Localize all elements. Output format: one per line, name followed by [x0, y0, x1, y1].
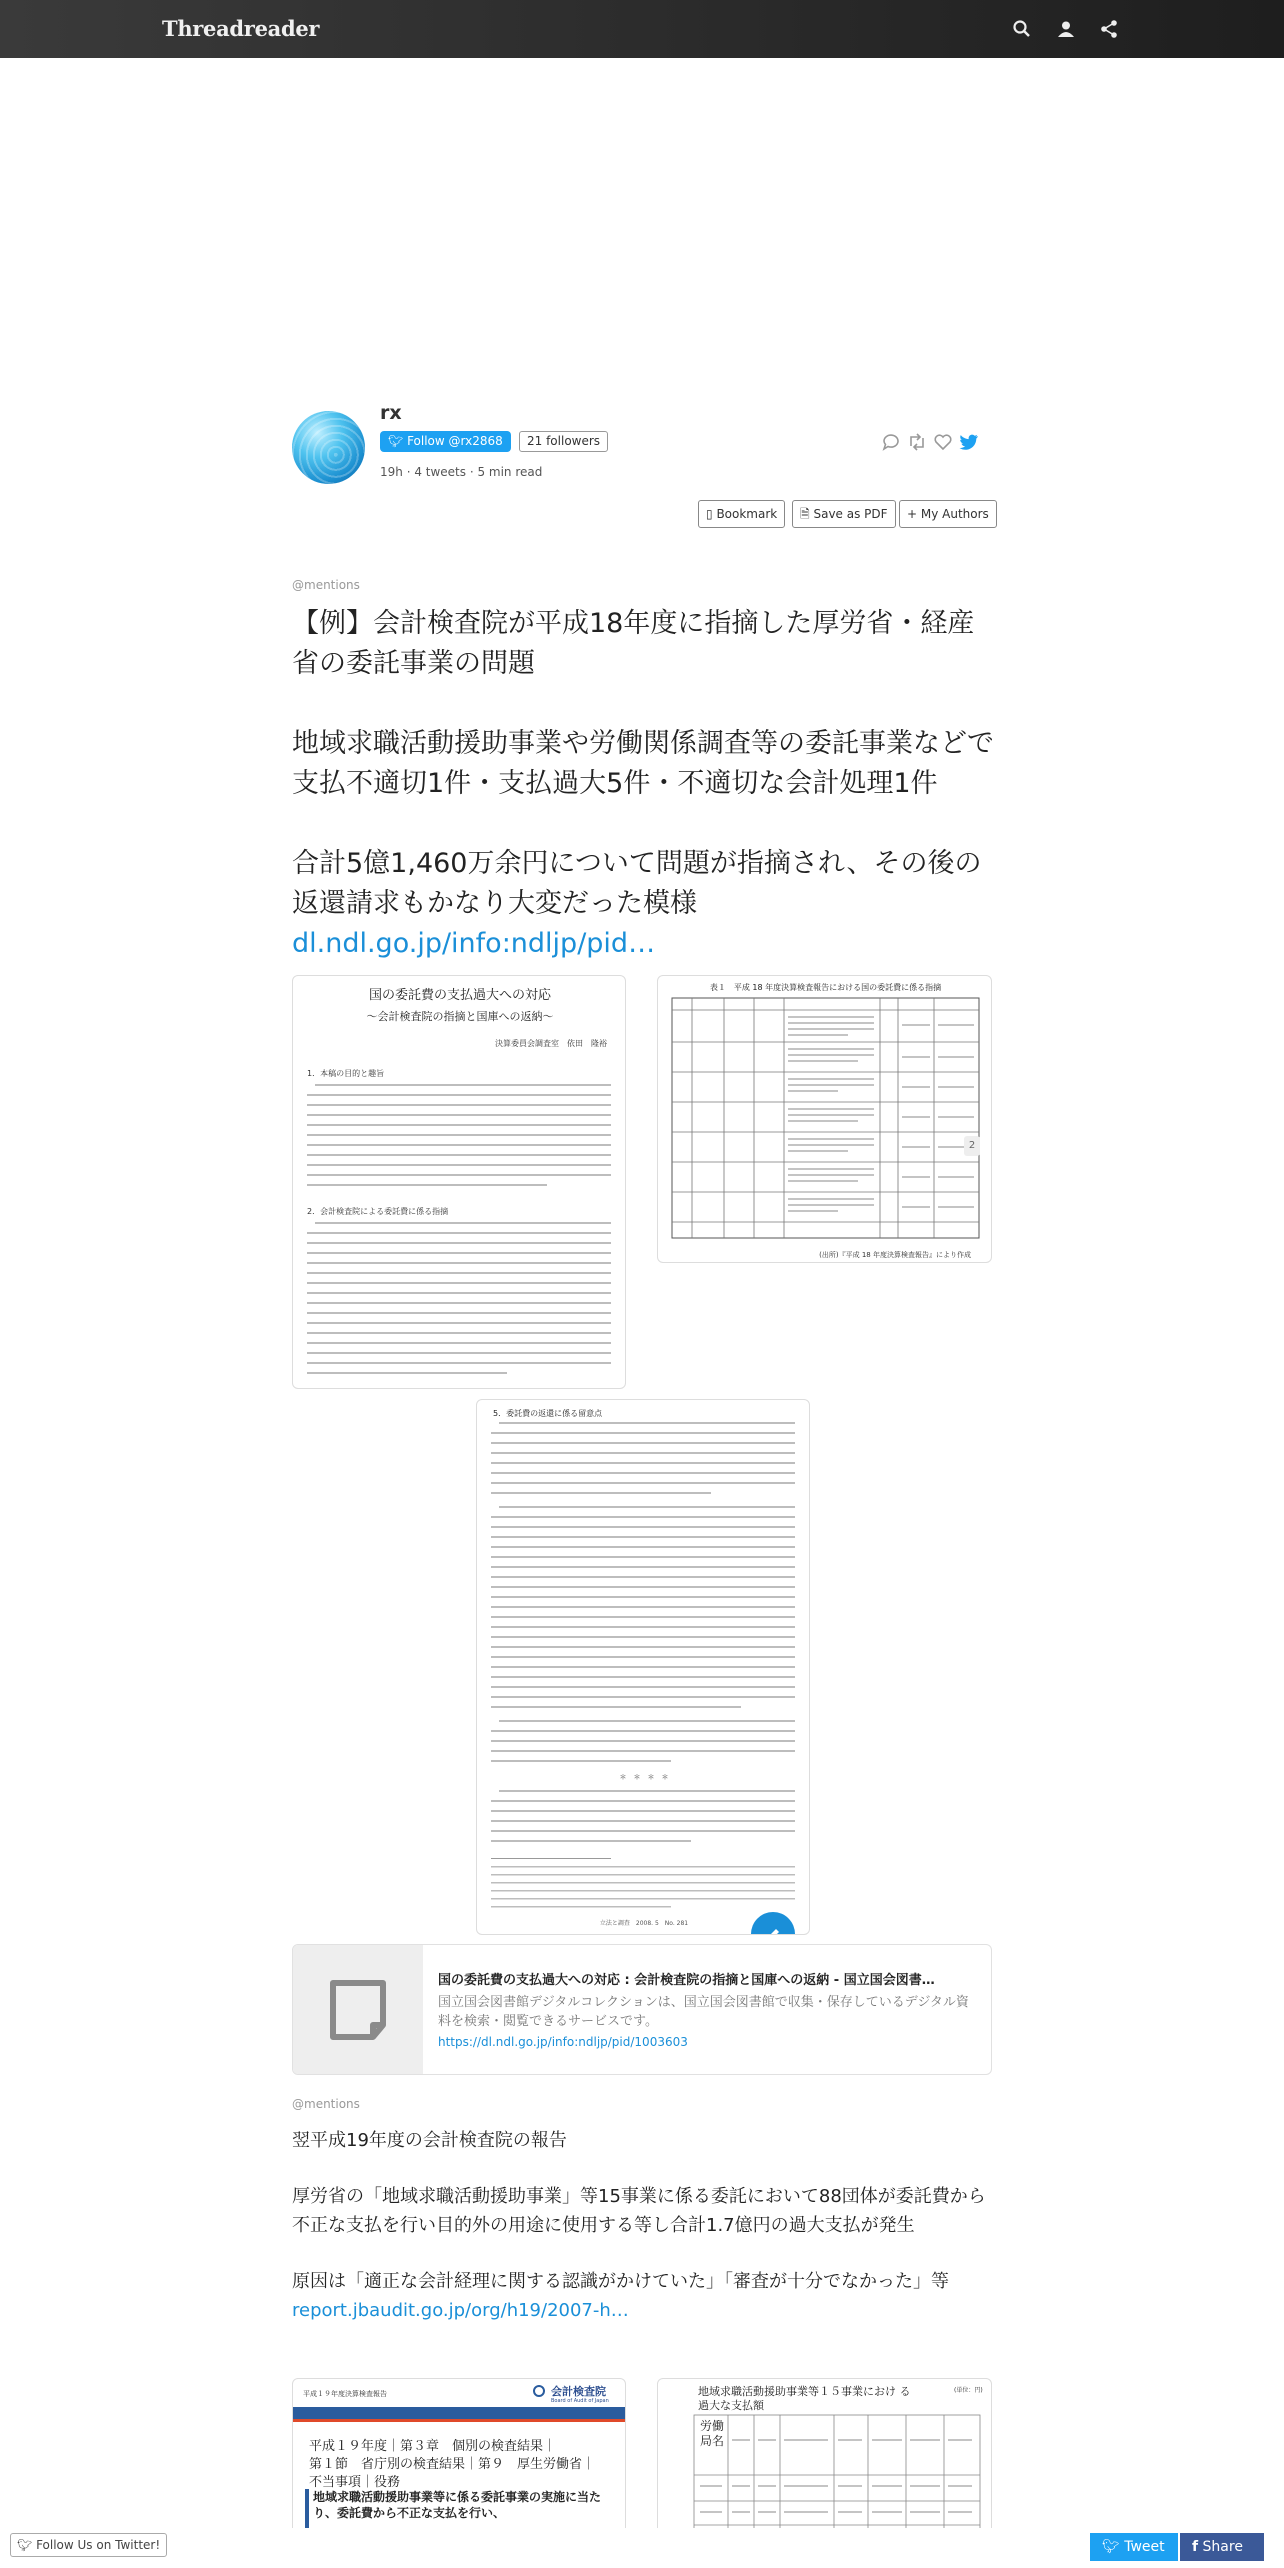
follow-us-label: Follow Us on Twitter!	[36, 2538, 161, 2552]
share-label: Share	[1202, 2539, 1243, 2555]
twitter-icon: 🐦︎	[1102, 2539, 1120, 2555]
card-thumbnail	[293, 1945, 423, 2074]
doc-section-heading: 2．会計検査院による委託費に係る指摘	[307, 1207, 449, 1216]
card-title[interactable]: 国の委託費の支払過大への対応 : 会計検査院の指摘と国庫への返納 - 国立国会図書…	[438, 1973, 935, 1988]
like-icon[interactable]	[932, 431, 954, 453]
tweet2-mentions[interactable]: @mentions	[292, 2097, 360, 2111]
doc-separator: ＊ ＊ ＊ ＊	[619, 1773, 669, 1781]
twitter-icon: 🐦︎	[17, 2538, 33, 2552]
follow-us-twitter-button[interactable]	[10, 2533, 167, 2557]
user-icon[interactable]	[1056, 19, 1076, 39]
report-nav-bar	[293, 2407, 626, 2419]
followers-count[interactable]: 21 followers	[519, 431, 608, 452]
doc-title: 国の委託費の支払過大への対応	[368, 988, 551, 1003]
audit-logo-icon	[533, 2385, 545, 2397]
report-accent-bar	[293, 2419, 626, 2422]
tweet2-image-1[interactable]	[292, 2378, 626, 2530]
facebook-icon: f	[1192, 2539, 1199, 2555]
card-url[interactable]: https://dl.ndl.go.jp/info:ndljp/pid/1003603	[438, 2035, 688, 2049]
report-title: 地域求職活動援助事業等に係る委託事業の実施に当たり、委託費から不正な支払を行い、	[313, 2490, 602, 2520]
save-pdf-label: Save as PDF	[813, 507, 888, 521]
tweet1-paragraph: 地域求職活動援助事業や労働関係調査等の委託事業などで支払不適切1件・支払過大5件・不適切な会計処理1件	[292, 728, 994, 799]
tweet1-image-3[interactable]	[476, 1399, 810, 1935]
tweet2-paragraph: 翌平成19年度の会計検査院の報告	[292, 2130, 567, 2151]
retweet-icon[interactable]	[906, 431, 928, 453]
facebook-share-button[interactable]	[1180, 2533, 1264, 2561]
brand-logo[interactable]: Threadreader	[162, 16, 320, 41]
link-preview-card[interactable]	[292, 1944, 992, 2075]
doc-text-lines	[477, 1400, 810, 1935]
tweet2-text	[292, 2126, 994, 2325]
top-navbar	[0, 0, 1284, 58]
bookmark-icon: ▯	[706, 507, 713, 521]
report-heading: 第１節 省庁別の検査結果｜第９ 厚生労働省｜	[309, 2457, 596, 2472]
tweet1-image-2[interactable]	[657, 975, 992, 1263]
thread-meta: 19h · 4 tweets · 5 min read	[380, 465, 543, 479]
my-authors-label: My Authors	[920, 507, 989, 521]
tweet-share-button[interactable]	[1090, 2533, 1178, 2561]
doc-section-heading: 1．本稿の目的と趣旨	[307, 1069, 385, 1078]
report-bar-title: 平成１９年度決算検査報告	[303, 2390, 387, 2398]
edit-fab[interactable]	[751, 1912, 795, 1935]
tweet1-image-1[interactable]	[292, 975, 626, 1389]
twitter-icon[interactable]	[958, 431, 980, 453]
pencil-icon	[751, 1912, 795, 1935]
doc-subtitle: 〜会計検査院の指摘と国庫への返納〜	[366, 1010, 554, 1023]
doc-footer: 立法と調査 2008. 5 No. 281	[599, 1920, 689, 1927]
tweet1-text	[292, 604, 994, 964]
tweet1-paragraph: 【例】会計検査院が平成18年度に指摘した厚労省・経産省の委託事業の問題	[292, 608, 975, 679]
table-unit: (単位：円)	[954, 2387, 983, 2394]
tweet1-link[interactable]: dl.ndl.go.jp/info:ndljp/pid…	[292, 928, 656, 959]
tweet1-paragraph: 合計5億1,460万余円について問題が指摘され、その後の返還請求もかなり大変だった模様	[292, 848, 982, 919]
report-heading-bar	[305, 2489, 309, 2530]
audit-brand-en: Board of Audit of Japan	[551, 2398, 609, 2404]
tweet-label: Tweet	[1124, 2539, 1165, 2555]
page-badge: 2	[964, 1136, 980, 1156]
my-authors-button[interactable]	[899, 500, 997, 528]
search-icon[interactable]	[1012, 19, 1032, 39]
report-heading: 不当事項｜役務	[309, 2475, 401, 2490]
share-icon[interactable]	[1099, 19, 1119, 39]
twitter-bird-icon: 🐦︎	[388, 434, 404, 448]
bookmark-button[interactable]	[698, 500, 785, 528]
tweet2-paragraph: 原因は「適正な会計経理に関する認識がかけていた」「審査が十分でなかった」等	[292, 2271, 949, 2292]
file-icon: 🗎	[800, 507, 810, 521]
table-title: 表１ 平成 18 年度決算検査報告における国の委託費に係る指摘	[709, 983, 942, 992]
table-grid	[658, 976, 992, 1263]
follow-label: Follow @rx2868	[407, 434, 503, 448]
audit-brand: 会計検査院	[551, 2385, 606, 2398]
doc-author: 決算委員会調査室 依田 隆裕	[495, 1039, 607, 1048]
plus-icon: +	[907, 507, 918, 521]
author-avatar[interactable]	[292, 411, 365, 484]
report-heading: 平成１９年度｜第３章 個別の検査結果｜	[309, 2439, 557, 2454]
tweet2-link[interactable]: report.jbaudit.go.jp/org/h19/2007-h…	[292, 2300, 629, 2321]
bookmark-label: Bookmark	[716, 507, 778, 521]
table-title: 地域求職活動援助事業等１５事業におけ る過大な支払額	[698, 2385, 911, 2412]
author-name[interactable]: rx	[380, 402, 402, 424]
doc-section-heading: 5．委託費の返還に係る留意点	[493, 1409, 603, 1418]
follow-button[interactable]	[380, 431, 511, 452]
table-grid	[658, 2379, 992, 2530]
tweet1-mentions[interactable]: @mentions	[292, 578, 360, 592]
doc-text-lines	[293, 976, 626, 1389]
card-description: 国立国会図書館デジタルコレクションは、国立国会図書館で収集・保存しているデジタル資料を検索・閲覧できるサービスです。	[438, 1995, 969, 2029]
table-source: (出所)『平成 18 年度決算検査報告』により作成	[819, 1251, 971, 1259]
save-pdf-button[interactable]	[792, 500, 896, 528]
tweet2-image-2[interactable]	[657, 2378, 992, 2530]
document-icon	[293, 1945, 423, 2074]
reply-icon[interactable]	[880, 431, 902, 453]
table-column-header: 労働局名	[700, 2419, 725, 2448]
tweet2-paragraph: 厚労省の「地域求職活動援助事業」等15事業に係る委託において88団体が委託費から不正な支払を行い目的外の用途に使用する等し合計1.7億円の過大支払が発生	[292, 2186, 986, 2236]
